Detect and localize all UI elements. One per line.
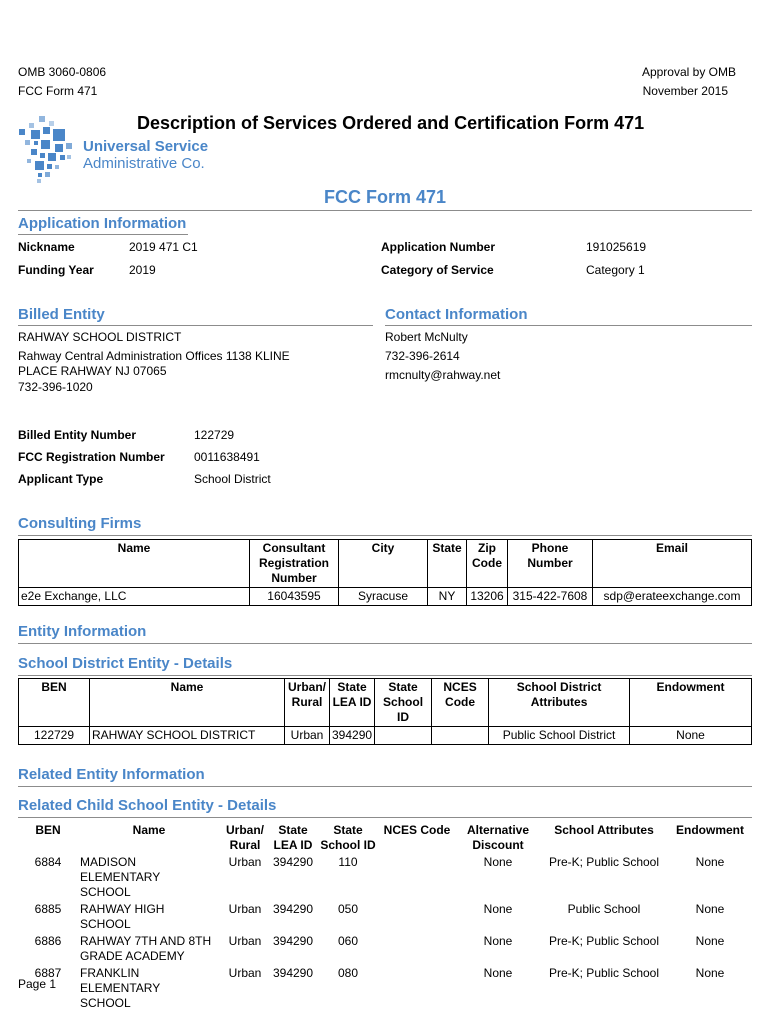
billed-entity-divider [18, 325, 373, 326]
page-title: Description of Services Ordered and Certification Form 471 [137, 113, 645, 133]
child-attributes: Pre-K; Public School [548, 966, 660, 980]
ben-value: 122729 [194, 428, 235, 442]
billed-entity-address-1: Rahway Central Administration Offices 1138 KLINE [18, 349, 290, 363]
child-ben: 6885 [34, 902, 62, 916]
firm-crn: 16043595 [250, 588, 339, 606]
child-name: RAHWAY HIGH SCHOOL [80, 902, 165, 931]
col-endowment: Endowment [676, 823, 744, 837]
child-urban: Urban [228, 966, 262, 980]
child-lea: 394290 [272, 934, 314, 948]
child-attributes: Public School [567, 902, 641, 916]
child-attributes: Pre-K; Public School [548, 934, 660, 948]
page-number: Page 1 [18, 977, 57, 991]
billed-entity-name: RAHWAY SCHOOL DISTRICT [18, 330, 182, 344]
application-info-divider [18, 234, 188, 235]
child-name: FRANKLIN ELEMENTARY SCHOOL [80, 966, 161, 1010]
col-state-school-id: State School ID [320, 823, 376, 852]
contact-phone: 732-396-2614 [385, 349, 460, 363]
child-nces [380, 854, 454, 901]
nickname-label: Nickname [18, 240, 75, 254]
child-school-id: 080 [337, 966, 359, 980]
child-endowment: None [695, 934, 725, 948]
funding-year-value: 2019 [129, 263, 156, 277]
frn-label: FCC Registration Number [18, 450, 165, 464]
col-ben: BEN [19, 679, 90, 727]
category-value: Category 1 [586, 263, 645, 277]
contact-info-heading: Contact Information [385, 306, 528, 323]
firm-zip: 13206 [467, 588, 508, 606]
sd-ben: 122729 [19, 727, 90, 745]
firm-city: Syracuse [339, 588, 428, 606]
child-alt-discount: None [483, 902, 513, 916]
child-attributes: Pre-K; Public School [548, 855, 660, 869]
child-alt-discount: None [483, 855, 513, 869]
firm-email: sdp@erateexchange.com [593, 588, 752, 606]
col-nces: NCES Code [383, 823, 451, 837]
sd-endowment: None [630, 727, 752, 745]
omb-date: November 2015 [642, 84, 728, 98]
frn-value: 0011638491 [194, 450, 260, 464]
funding-year-label: Funding Year [18, 263, 94, 277]
entity-info-heading: Entity Information [18, 623, 147, 640]
col-attributes: School District Attributes [489, 679, 630, 727]
sd-nces [432, 727, 489, 745]
omb-number: OMB 3060-0806 [18, 65, 107, 79]
col-crn: Consultant Registration Number [250, 540, 339, 588]
school-district-divider [18, 675, 752, 676]
billed-entity-heading: Billed Entity [18, 306, 105, 323]
table-row [19, 727, 752, 745]
omb-approval: Approval by OMB [641, 65, 736, 79]
child-urban: Urban [228, 855, 262, 869]
consulting-firms-table [18, 539, 752, 606]
col-nces: NCES Code [432, 679, 489, 727]
col-state-lea: State LEA ID [273, 823, 313, 852]
child-endowment: None [695, 902, 725, 916]
nickname-value: 2019 471 C1 [129, 240, 198, 254]
form-subtitle: FCC Form 471 [323, 187, 447, 207]
contact-info-divider [385, 325, 752, 326]
applicant-type-label: Applicant Type [18, 472, 104, 486]
col-state-lea: State LEA ID [330, 679, 375, 727]
child-name: RAHWAY 7TH AND 8TH GRADE ACADEMY [80, 934, 212, 963]
subtitle-divider [18, 210, 752, 211]
table-row [18, 854, 754, 901]
related-entity-heading: Related Entity Information [18, 766, 205, 783]
logo-line-1: Universal Service [83, 138, 209, 155]
child-lea: 394290 [272, 966, 314, 980]
table-row [19, 588, 752, 606]
table-row [18, 933, 754, 965]
billed-entity-address-2: PLACE RAHWAY NJ 07065 [18, 364, 167, 378]
col-urban-rural: Urban/ Rural [285, 679, 330, 727]
col-phone: Phone Number [508, 540, 593, 588]
child-ben: 6884 [34, 855, 62, 869]
col-name: Name [132, 823, 166, 837]
child-endowment: None [695, 855, 725, 869]
category-label: Category of Service [381, 263, 494, 277]
app-number-value: 191025619 [586, 240, 647, 254]
usac-logo-icon [17, 113, 75, 185]
table-row [18, 901, 754, 933]
child-alt-discount: None [483, 934, 513, 948]
child-ben: 6887 [34, 966, 62, 980]
related-entity-divider [18, 786, 752, 787]
col-school-attributes: School Attributes [554, 823, 654, 837]
sd-name: RAHWAY SCHOOL DISTRICT [90, 727, 285, 745]
child-lea: 394290 [272, 902, 314, 916]
child-ben: 6886 [34, 934, 62, 948]
applicant-type-value: School District [194, 472, 271, 486]
col-name: Name [90, 679, 285, 727]
logo-line-2: Administrative Co. [83, 155, 205, 172]
col-name: Name [19, 540, 250, 588]
application-info-heading: Application Information [18, 215, 187, 232]
table-row [18, 965, 754, 1012]
billed-entity-phone: 732-396-1020 [18, 380, 93, 394]
firm-phone: 315-422-7608 [508, 588, 593, 606]
related-child-table [18, 822, 754, 1012]
child-nces [380, 933, 454, 965]
related-child-divider [18, 817, 752, 818]
firm-state: NY [428, 588, 467, 606]
col-urban-rural: Urban/ Rural [225, 823, 264, 852]
consulting-firms-divider [18, 535, 752, 536]
related-child-heading: Related Child School Entity - Details [18, 797, 277, 814]
child-alt-discount: None [483, 966, 513, 980]
child-lea: 394290 [272, 855, 314, 869]
school-district-table [18, 678, 752, 745]
child-endowment: None [695, 966, 725, 980]
sd-lea: 394290 [330, 727, 375, 745]
ben-label: Billed Entity Number [18, 428, 137, 442]
contact-name: Robert McNulty [385, 330, 468, 344]
child-urban: Urban [228, 902, 262, 916]
col-zip: Zip Code [467, 540, 508, 588]
firm-name: e2e Exchange, LLC [19, 588, 250, 606]
col-alt-discount: Alternative Discount [466, 823, 530, 852]
school-district-heading: School District Entity - Details [18, 655, 233, 672]
child-school-id: 110 [338, 855, 358, 869]
col-city: City [339, 540, 428, 588]
col-endowment: Endowment [630, 679, 752, 727]
col-state: State [428, 540, 467, 588]
sd-urban: Urban [285, 727, 330, 745]
child-urban: Urban [228, 934, 262, 948]
sd-attributes: Public School District [489, 727, 630, 745]
child-nces [380, 965, 454, 1012]
sd-school-id [375, 727, 432, 745]
child-school-id: 050 [337, 902, 359, 916]
form-number: FCC Form 471 [18, 84, 98, 98]
app-number-label: Application Number [381, 240, 496, 254]
col-email: Email [593, 540, 752, 588]
child-nces [380, 901, 454, 933]
col-state-school-id: State School ID [375, 679, 432, 727]
entity-info-divider [18, 643, 752, 644]
child-name: MADISON ELEMENTARY SCHOOL [80, 855, 161, 899]
contact-email: rmcnulty@rahway.net [385, 368, 501, 382]
child-school-id: 060 [337, 934, 359, 948]
col-ben: BEN [35, 823, 61, 837]
consulting-firms-heading: Consulting Firms [18, 515, 142, 532]
